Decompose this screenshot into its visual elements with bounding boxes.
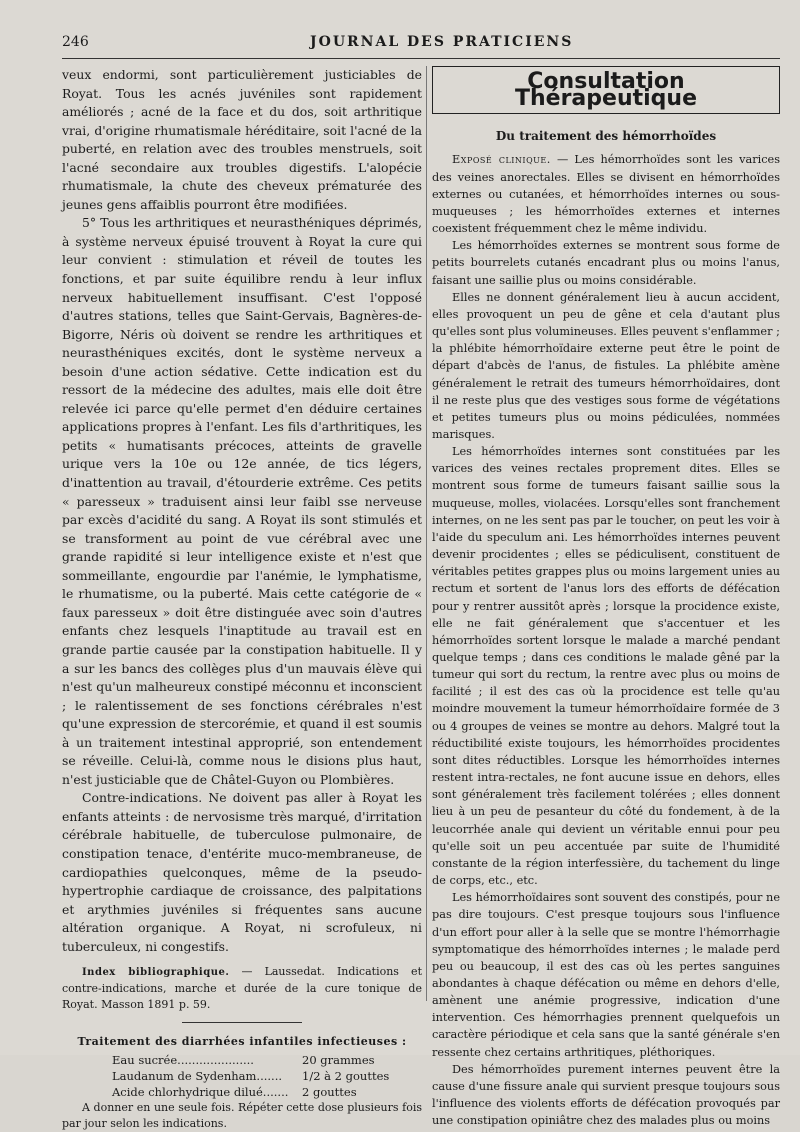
header-rule: [62, 58, 780, 59]
section-divider: [182, 1022, 302, 1023]
lead-label: Exposé clinique.: [452, 153, 551, 167]
article-subtitle: Du traitement des hémorrhoïdes: [495, 129, 717, 144]
paragraph: Les hémorrhoïdes externes se montrent sous forme de petits bourrelets cutanés encadrant plus ou moins l'anus, faisant une saillie plus ou moins considérable.: [432, 239, 780, 287]
paragraph: 5° Tous les arthritiques et neurasthéniques déprimés, à système nerveux épuisé trouvent à Royat la cure qui leur convient : stimulation et réveil de toutes les fonctions, et par suite équilibre rendu à leur influx nerveux habituellement insuffisant. C'est l'opposé d'autres stations, telles que Saint-Gervais, Bagnères-de-Bigorre, Néris où doivent se rendre les arthritiques et neurasthéniques excités, dont le système nerveux a besoin d'une action sédative. Cette indication est du ressort de la médecine des adultes, mais elle doit être relevée ici parce qu'elle permet d'en déduire certaines applications propres à l'enfant. Les fils d'arthritiques, les petits « humatisants précoces, atteints de gravelle urique vers la 10e ou 12e année, de tics légers, d'inattention au travail, d'étourderie extrême. Ces petits « paresseux » traduisent ainsi leur faibl sse nerveuse par excès d'acidité du sang. A Royat ils sont stimulés et se transforment au point de vue cérébral avec une grande rapidité si leur intelligence existe et n'est que sommeillante, engourdie par l'anémie, le lymphatisme, le rhumatisme, ou la puberté. Mais cette catégorie de « faux paresseux » doit être distinguée avec soin d'autres enfants chez lesquels l'inaptitude au travail est en grande partie causée par la constipation habituelle. Il y a sur les bancs des collèges plus d'un mauvais élève qui n'est qu'un malheureux constipé méconnu et inconscient ; le ralentissement de ses fonctions cérébrales n'est qu'une expression de stercorémie, et quand il est soumis à un traitement intestinal approprié, son entendement se réveille. Celui-là, comme nous le disions plus haut, n'est justiciable que de Châtel-Guyon ou Plombières.: [62, 215, 422, 787]
recipe-dose: 20 grammes: [302, 1052, 375, 1067]
journal-title: JOURNAL DES PRATICIENS: [310, 34, 574, 50]
paragraph: Contre-indications. Ne doivent pas aller à Royat les enfants atteints : de nervosisme très marqué, d'irritation cérébrale habituelle, de tuberculose pulmonaire, de constipation tenace, d'entérite muco-membraneuse, de cardiopathies quelconques, même de la pseudo-hypertrophie cardiaque de croissance, des palpitations et arythmies juvéniles si fréquentes sans aucune altération organique. A Royat, ni scrofuleux, ni tuberculeux, ni congestifs.: [62, 790, 422, 954]
recipe-ingredient: Laudanum de Sydenham.......: [112, 1068, 283, 1083]
page-header: [62, 30, 780, 56]
recipe-dose: 1/2 à 2 gouttes: [302, 1068, 390, 1083]
paragraph: Les hémorrhoïdaires sont souvent des constipés, pour ne pas dire toujours. C'est presque toujours sous l'influence d'un effort pour aller à la selle que se montre l'hémorrhagie symptomatique des hémorrhoïdes internes ; le malade perd peu ou beaucoup, il est des cas où les pertes sanguines abondantes à chaque défécation ou même en dehors d'elle, amènent une anémie progressive, indication d'une intervention. Ces hémorrhagies prennent quelquefois un caractère périodique et cela sans que la santé générale s'en ressente chez certains arthritiques, pléthoriques.: [432, 891, 780, 1059]
paragraph: Les hémorrhoïdes internes sont constituées par les varices des veines rectales proprement dites. Elles se montrent sous forme de tumeurs faisant saillie sous la muqueuse, molles, violacées. Lorsqu'elles sont franchement internes, on ne les sent pas par le toucher, on peut les voir à l'aide du speculum ani. Les hémorrhoïdes internes peuvent devenir procidentes ; elles se pédiculisent, constituent de véritables petites grappes plus ou moins largement unies au rectum et sortent de l'anus lors des efforts de défécation pour y rentrer aussitôt après ; lorsque la procidence existe, elle ne fait généralement que s'accentuer et les hémorrhoïdes sortent lorsque le malade a marché pendant quelque temps ; dans ces conditions le malade gêné par la tumeur qui sort du rectum, la rentre avec plus ou moins de facilité ; il est des cas où la procidence est telle qu'au moindre mouvement la tumeur hémorrhoïdaire formée de 3 ou 4 groupes de veines se montre au dehors. Malgré tout la réductibilité existe toujours, les hémorrhoïdes procidentes sont dites réductibles. Lorsque les hémorrhoïdes internes restent intra-rectales, ne font aucune issue en dehors, elles sont généralement très facilement tolérées ; elles donnent lieu à un peu de pesanteur du côté du fondement, à de la leucorrhée anale qui devient un véritable ennui pour peu qu'elle soit un peu accentuée par suite de l'humidité constante de la région interfessière, du tachement du linge de corps, etc., etc.: [432, 445, 780, 888]
bibliography-index: [62, 964, 422, 1013]
recipe-ingredient: Acide chlorhydrique dilué.......: [112, 1084, 289, 1099]
paragraph: veux endormi, sont particulièrement justiciables de Royat. Tous les acnés juvéniles sont rapidement améliorés ; acné de la face et du dos, soit arthritique vrai, d'origine rhumatismale héréditaire, soit l'acné de la puberté, en relation avec des troubles menstruels, soit l'acné secondaire aux troubles digestifs. L'alopécie rhumatismale, la chute des cheveux prématurée des jeunes gens affaiblis pourront être modifiées.: [62, 67, 422, 212]
index-text: — Laussedat. Indications et contre-indications, marche et durée de la cure tonique de Royat. Masson 1891 p. 59.: [62, 965, 422, 1012]
paragraph: Elles ne donnent généralement lieu à aucun accident, elles provoquent un peu de gêne et cela d'autant plus qu'elles sont plus volumineuses. Elles peuvent s'enflammer ; la phlébite hémorrhoïdaire externe peut être le point de départ d'abcès de l'anus, de fistules. La phlébite amène généralement le retrait des tumeurs hémorrhoïdaires, dont il ne reste plus que des vestiges sous forme de végétations et petites tumeurs plus ou moins pédiculées, nommées marisques.: [432, 290, 780, 441]
recipe-row: [112, 1068, 422, 1084]
paragraph: [432, 151, 780, 237]
recipe-row: [112, 1084, 422, 1100]
left-column: [62, 66, 422, 1132]
recipe-dose: 2 gouttes: [302, 1084, 357, 1099]
paragraph-text: — Les hémorrhoïdes sont les varices des veines anorectales. Elles se divisent en hémorrhoïdes externes ou cutanées, et hémorrhoïdes internes ou sous-muqueuses ; les hémorrhoïdes externes et internes coexistent fréquemment chez le même individu.: [432, 153, 781, 236]
right-column: [432, 66, 780, 1129]
paragraph: Des hémorrhoïdes purement internes peuvent être la cause d'une fissure anale qui survient presque toujours sous l'influence des violents efforts de défécation provoqués par une constipation opiniâtre chez des malades plus ou moins: [432, 1062, 780, 1128]
recipe-note: A donner en une seule fois. Répéter cette dose plusieurs fois par jour selon les indications.: [62, 1100, 422, 1130]
section-title: Consultation Thérapeutique: [432, 66, 780, 114]
recipe-ingredient: Eau sucrée.....................: [112, 1052, 254, 1067]
recipe-row: [112, 1052, 422, 1068]
index-label: Index bibliographique.: [82, 967, 230, 979]
recipe-title: Traitement des diarrhées infantiles infectieuses :: [77, 1035, 407, 1049]
recipe: [62, 1033, 422, 1132]
page-number: 246: [62, 34, 89, 50]
column-divider: [426, 66, 427, 1001]
